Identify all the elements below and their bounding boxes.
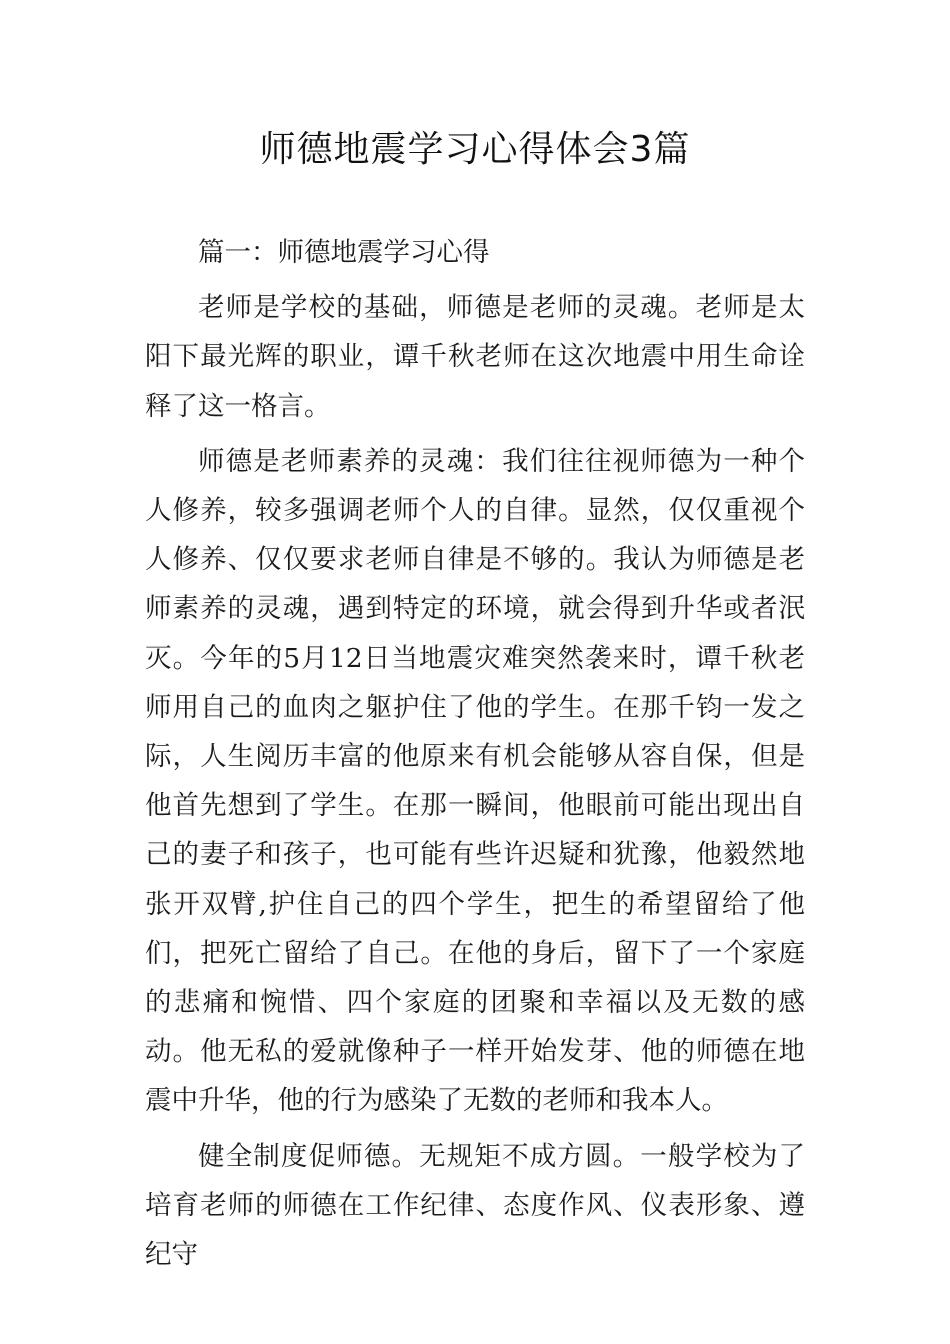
section-heading: 篇一：师德地震学习心得: [198, 237, 490, 268]
paragraph-2: 师德是老师素养的灵魂：我们往往视师德为一种个人修养，较多强调老师个人的自律。显然，仅仅重视个人修养、仅仅要求老师自律是不够的。我认为师德是老师素养的灵魂，遇到特定的环境，就会得到升华或者泯灭。今年的5月12日当地震灾难突然袭来时，谭千秋老师用自己的血肉之躯护住了他的学生。在那千钧一发之际，人生阅历丰富的他原来有机会能够从容自保，但是他首先想到了学生。在那一瞬间，他眼前可能出现出自己的妻子和孩子，也可能有些许迟疑和犹豫，他毅然地张开双臂,护住自己的四个学生，把生的希望留给了他们，把死亡留给了自己。在他的身后，留下了一个家庭的悲痛和惋惜、四个家庭的团聚和幸福以及无数的感动。他无私的爱就像种子一样开始发芽、他的师德在地震中升华，他的行为感染了无数的老师和我本人。: [145, 445, 805, 1117]
document-body: [145, 228, 805, 1279]
paragraph-1: 老师是学校的基础，师德是老师的灵魂。老师是太阳下最光辉的职业，谭千秋老师在这次地震中用生命诠释了这一格言。: [145, 292, 805, 422]
document-title: 师德地震学习心得体会3篇: [259, 129, 691, 170]
paragraph-3: 健全制度促师德。无规矩不成方圆。一般学校为了培育老师的师德在工作纪律、态度作风、仪表形象、遵纪守: [145, 1140, 805, 1271]
